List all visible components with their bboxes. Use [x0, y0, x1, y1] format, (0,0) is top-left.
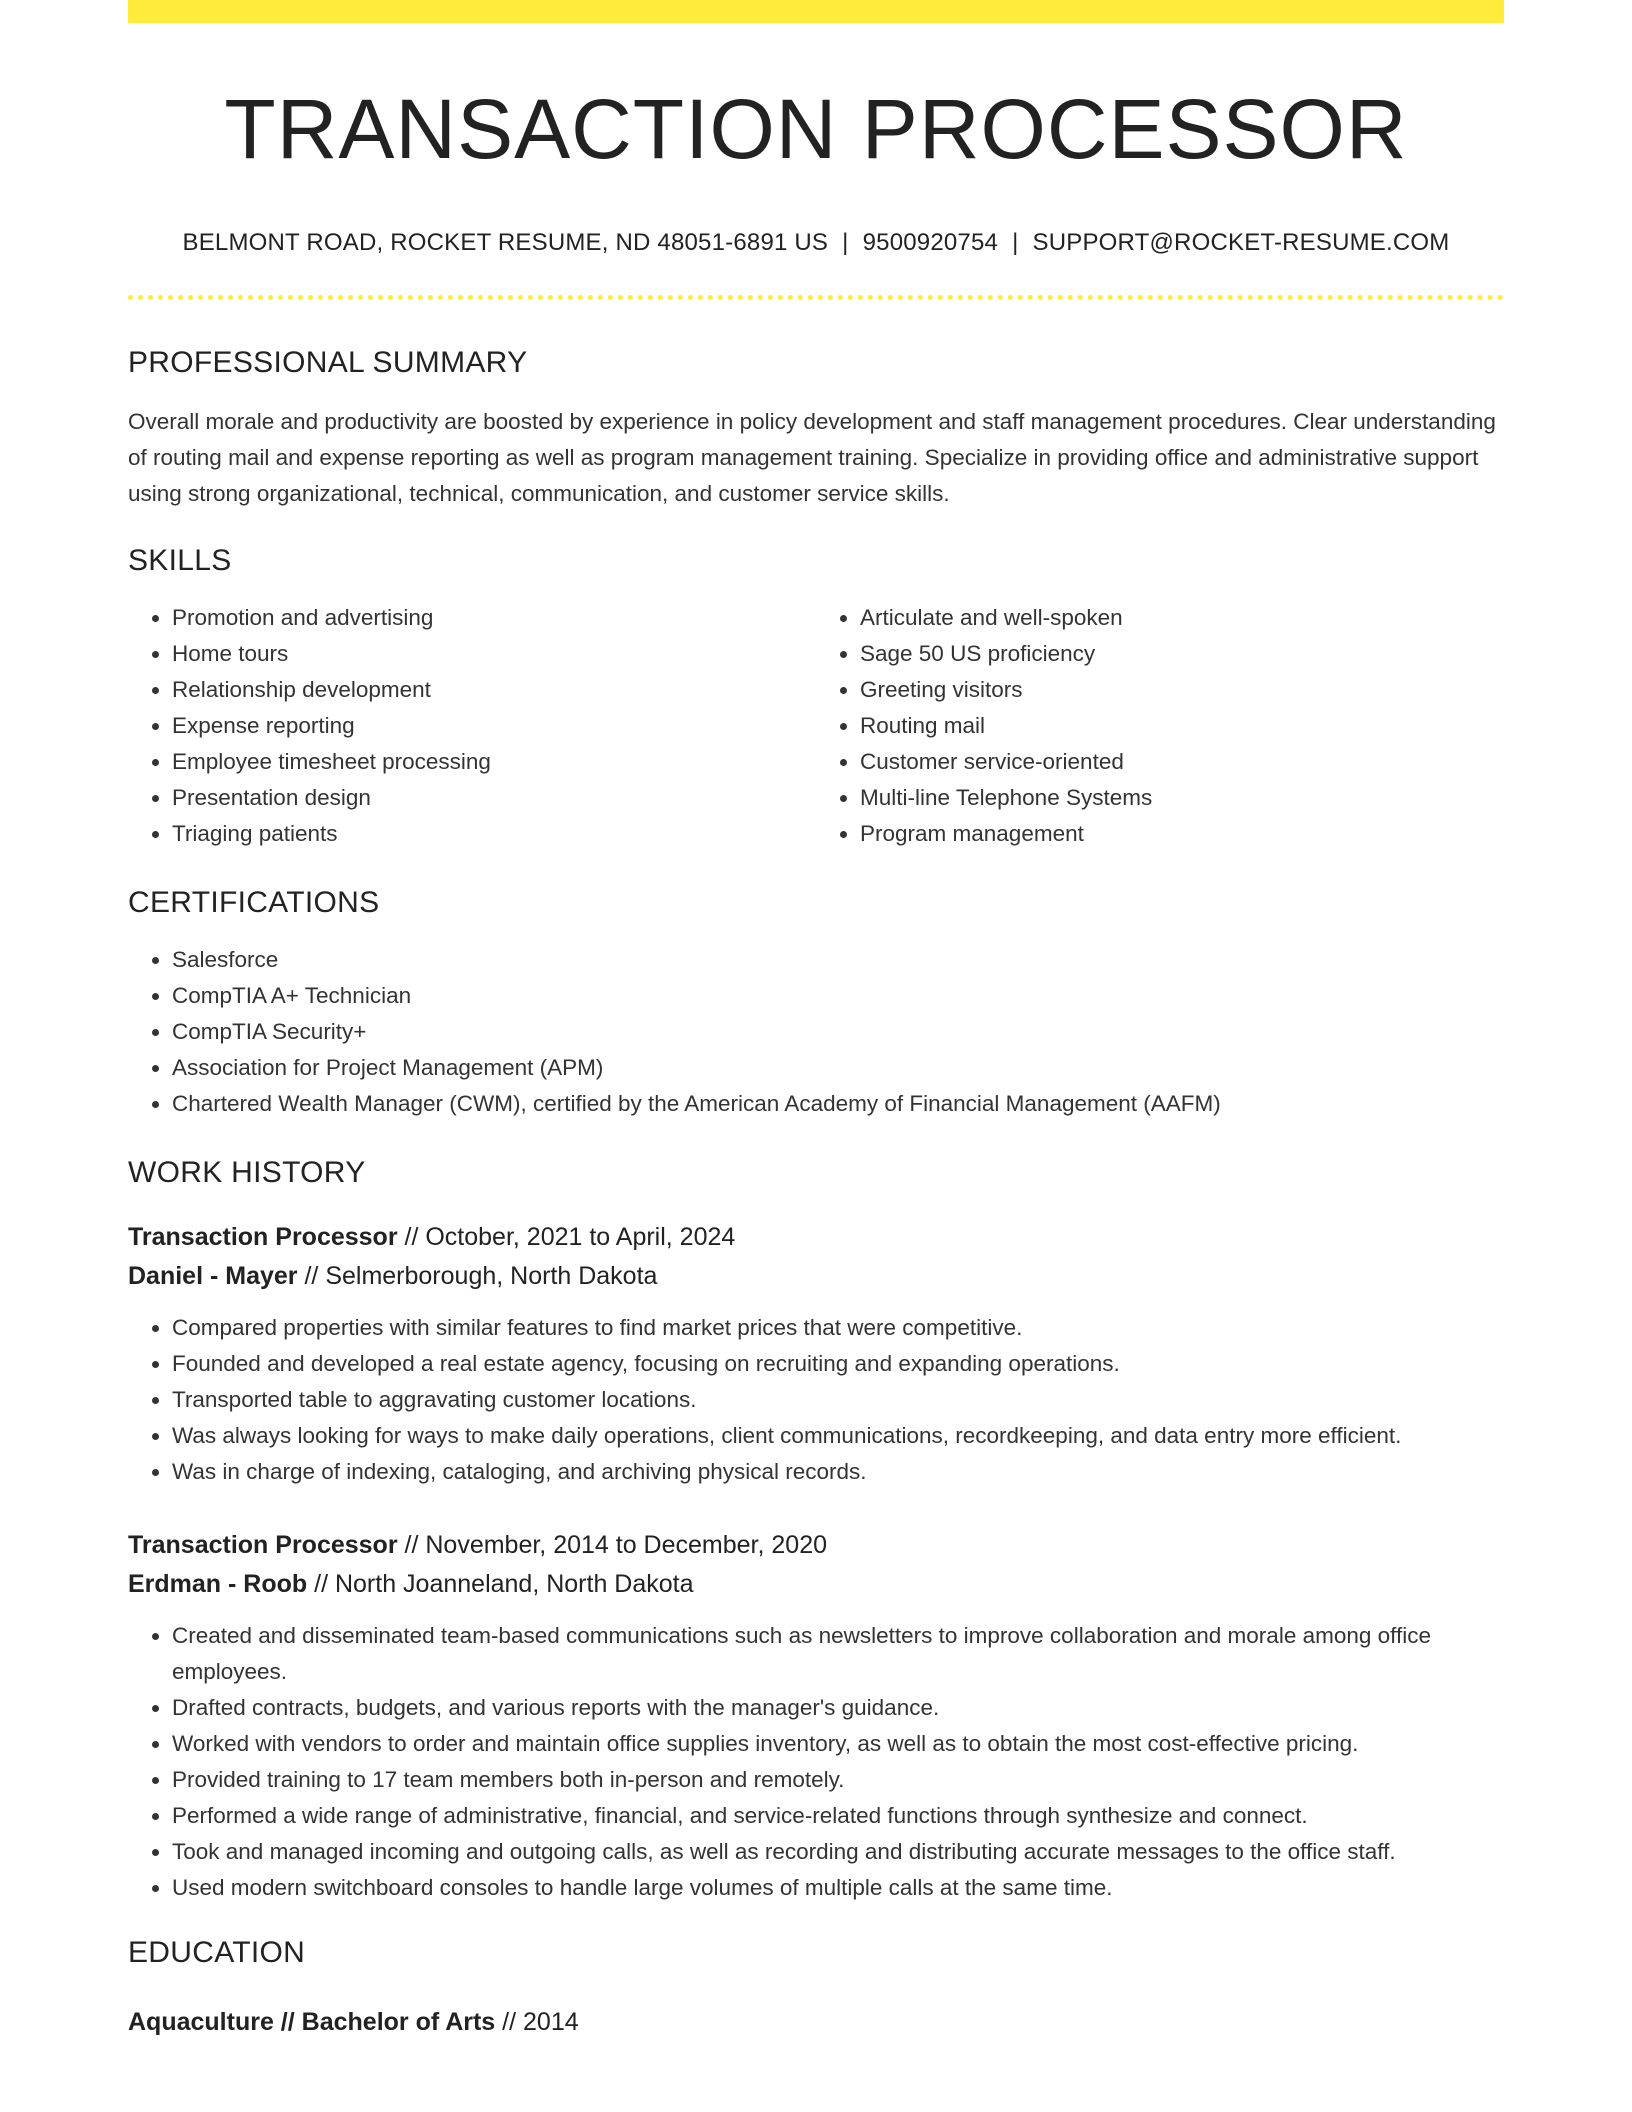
list-item: • Promotion and advertising	[172, 600, 816, 636]
list-item: • Customer service-oriented	[860, 744, 1504, 780]
job-dates: November, 2014 to December, 2020	[425, 1531, 827, 1560]
job-entry	[128, 1218, 1504, 1490]
top-accent-bar	[128, 0, 1504, 23]
contact-separator: |	[1012, 229, 1019, 257]
list-item: • Routing mail	[860, 708, 1504, 744]
list-item: • Association for Project Management (APM)	[172, 1050, 1504, 1086]
certifications-list	[128, 942, 1504, 1122]
education-field: Aquaculture	[128, 2008, 274, 2037]
job-title-line	[128, 1218, 1504, 1257]
list-item: • Compared properties with similar features to find market prices that were competitive.	[172, 1310, 1504, 1346]
list-item: • Relationship development	[172, 672, 816, 708]
list-item: • Program management	[860, 816, 1504, 852]
list-item: • Drafted contracts, budgets, and various reports with the manager's guidance.	[172, 1690, 1504, 1726]
list-item: • CompTIA Security+	[172, 1014, 1504, 1050]
list-item: • Was always looking for ways to make daily operations, client communications, recordkeeping, and data entry more efficient.	[172, 1418, 1504, 1454]
address: BELMONT ROAD, ROCKET RESUME, ND 48051-6891 US	[182, 229, 829, 257]
job-company-line	[128, 1257, 1504, 1296]
job-company: Erdman - Roob	[128, 1570, 308, 1599]
list-item: • Created and disseminated team-based communications such as newsletters to improve collaboration and morale among office employees.	[172, 1618, 1504, 1690]
contact-line	[128, 229, 1504, 257]
work-history-heading: WORK HISTORY	[128, 1156, 366, 1190]
list-item: • Home tours	[172, 636, 816, 672]
list-item: • Transported table to aggravating customer locations.	[172, 1382, 1504, 1418]
skills-heading: SKILLS	[128, 544, 232, 578]
job-title-line	[128, 1526, 1504, 1565]
resume-title: TRANSACTION PROCESSOR	[224, 82, 1408, 176]
list-item: • Used modern switchboard consoles to handle large volumes of multiple calls at the same time.	[172, 1870, 1504, 1906]
summary-heading: PROFESSIONAL SUMMARY	[128, 346, 528, 380]
job-separator: //	[397, 1223, 426, 1252]
job-entry	[128, 1526, 1504, 1906]
job-location: North Joanneland, North Dakota	[334, 1570, 694, 1599]
resume-page	[128, 0, 1504, 2040]
certifications-section	[128, 886, 1504, 1122]
job-company-line	[128, 1565, 1504, 1604]
job-separator: //	[297, 1262, 326, 1291]
list-item: • Multi-line Telephone Systems	[860, 780, 1504, 816]
email-link[interactable]: SUPPORT@ROCKET-RESUME.COM	[1032, 229, 1450, 257]
skills-section	[128, 544, 1504, 852]
list-item: • Employee timesheet processing	[172, 744, 816, 780]
job-bullets	[128, 1310, 1504, 1490]
list-item: • Sage 50 US proficiency	[860, 636, 1504, 672]
list-item: • Was in charge of indexing, cataloging, and archiving physical records.	[172, 1454, 1504, 1490]
education-section	[128, 1936, 1504, 2040]
list-item: • Took and managed incoming and outgoing calls, as well as recording and distributing accurate messages to the office staff.	[172, 1834, 1504, 1870]
job-location: Selmerborough, North Dakota	[325, 1262, 658, 1291]
list-item: • Expense reporting	[172, 708, 816, 744]
education-separator: //	[495, 2008, 524, 2037]
job-title: Transaction Processor	[128, 1531, 398, 1560]
summary-text: Overall morale and productivity are boosted by experience in policy development and staff management procedures. Clear understanding of routing mail and expense reporting as well as program management training. Specialize in providing office and administrative support using strong organizational, technical, communication, and customer service skills.	[128, 409, 1496, 507]
job-separator: //	[307, 1570, 335, 1599]
list-item: • Greeting visitors	[860, 672, 1504, 708]
job-dates: October, 2021 to April, 2024	[425, 1223, 736, 1252]
job-title: Transaction Processor	[128, 1223, 398, 1252]
list-item: • Founded and developed a real estate agency, focusing on recruiting and expanding operations.	[172, 1346, 1504, 1382]
skills-list-left	[128, 600, 816, 852]
phone: 9500920754	[862, 229, 999, 257]
education-heading: EDUCATION	[128, 1936, 306, 1970]
certifications-heading: CERTIFICATIONS	[128, 886, 380, 920]
job-company: Daniel - Mayer	[128, 1262, 298, 1291]
job-bullets	[128, 1618, 1504, 1906]
skills-list-right	[816, 600, 1504, 852]
list-item: • Provided training to 17 team members both in-person and remotely.	[172, 1762, 1504, 1798]
education-year: 2014	[523, 2008, 579, 2037]
education-entry	[128, 2004, 1504, 2040]
summary-section	[128, 346, 1504, 512]
list-item: • Worked with vendors to order and maintain office supplies inventory, as well as to obtain the most cost-effective pricing.	[172, 1726, 1504, 1762]
work-history-section	[128, 1156, 1504, 1906]
list-item: • CompTIA A+ Technician	[172, 978, 1504, 1014]
job-separator: //	[397, 1531, 426, 1560]
education-degree: Bachelor of Arts	[301, 2008, 496, 2037]
dotted-divider	[128, 295, 1504, 300]
education-separator: //	[273, 2008, 302, 2037]
skills-grid	[128, 600, 1504, 852]
list-item: • Articulate and well-spoken	[860, 600, 1504, 636]
list-item: • Triaging patients	[172, 816, 816, 852]
jobs-container	[128, 1218, 1504, 1906]
contact-separator: |	[842, 229, 849, 257]
list-item: • Chartered Wealth Manager (CWM), certified by the American Academy of Financial Management (AAFM)	[172, 1086, 1504, 1122]
list-item: • Presentation design	[172, 780, 816, 816]
list-item: • Salesforce	[172, 942, 1504, 978]
list-item: • Performed a wide range of administrative, financial, and service-related functions through synthesize and connect.	[172, 1798, 1504, 1834]
